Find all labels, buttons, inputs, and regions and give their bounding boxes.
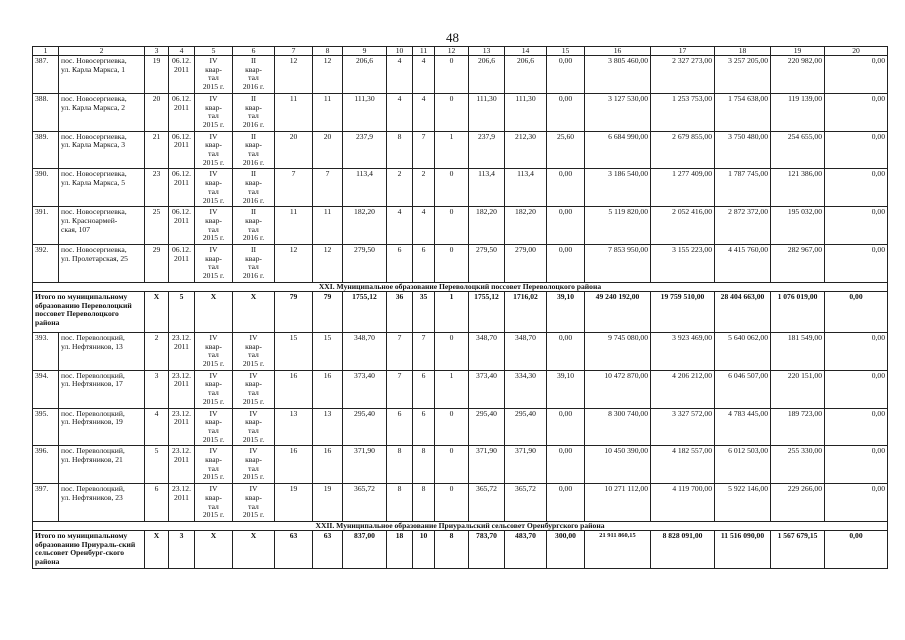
table-cell: 237,9 xyxy=(343,131,387,169)
table-cell: IV квар- тал 2015 г. xyxy=(233,408,275,446)
table-cell: 23.12. 2011 xyxy=(169,332,195,370)
table-cell: 0 xyxy=(435,169,469,207)
table-cell: 6 012 503,00 xyxy=(715,446,771,484)
table-cell: IV квар- тал 2015 г. xyxy=(195,484,233,522)
table-cell: пос. Новосергиевка, ул. Красноармей- ская, 107 xyxy=(59,207,145,245)
table-cell: 0,00 xyxy=(825,484,888,522)
table-cell: 389. xyxy=(33,131,59,169)
subtotal-cell: 483,70 xyxy=(505,530,547,568)
table-cell: 0,00 xyxy=(825,56,888,94)
table-cell: 2 xyxy=(145,332,169,370)
table-cell: 3 750 480,00 xyxy=(715,131,771,169)
table-cell: II квар- тал 2016 г. xyxy=(233,245,275,283)
table-cell: 7 xyxy=(313,169,343,207)
subtotal-cell: X xyxy=(195,530,233,568)
subtotal-cell: 19 759 510,00 xyxy=(651,291,715,332)
table-row xyxy=(33,56,888,94)
table-cell: 365,72 xyxy=(505,484,547,522)
table-cell: 182,20 xyxy=(343,207,387,245)
column-number-cell: 12 xyxy=(435,47,469,56)
table-cell: 39,10 xyxy=(547,370,585,408)
table-cell: 4 182 557,00 xyxy=(651,446,715,484)
table-cell: 20 xyxy=(145,93,169,131)
table-cell: 4 xyxy=(413,207,435,245)
table-cell: 3 327 572,00 xyxy=(651,408,715,446)
table-cell: 220 151,00 xyxy=(771,370,825,408)
table-cell: 348,70 xyxy=(343,332,387,370)
table-cell: 111,30 xyxy=(505,93,547,131)
table-cell: 21 xyxy=(145,131,169,169)
subtotal-row xyxy=(33,530,888,568)
table-cell: 4 783 445,00 xyxy=(715,408,771,446)
table-cell: IV квар- тал 2015 г. xyxy=(195,207,233,245)
table-cell: 2 xyxy=(413,169,435,207)
column-number-cell: 11 xyxy=(413,47,435,56)
table-cell: 111,30 xyxy=(343,93,387,131)
table-cell: 23.12. 2011 xyxy=(169,484,195,522)
table-cell: 113,4 xyxy=(469,169,505,207)
table-cell: 119 139,00 xyxy=(771,93,825,131)
table-cell: 395. xyxy=(33,408,59,446)
table-cell: 0,00 xyxy=(547,484,585,522)
subtotal-cell: X xyxy=(195,291,233,332)
table-cell: 15 xyxy=(275,332,313,370)
table-cell: пос. Переволоцкий, ул. Нефтяников, 23 xyxy=(59,484,145,522)
table-cell: IV квар- тал 2015 г. xyxy=(195,245,233,283)
table-cell: 295,40 xyxy=(469,408,505,446)
table-cell: 1 xyxy=(435,370,469,408)
table-cell: 11 xyxy=(313,207,343,245)
table-cell: 8 xyxy=(413,484,435,522)
table-cell: IV квар- тал 2015 г. xyxy=(195,446,233,484)
subtotal-label: Итого по муниципальному образованию Приураль-ский сельсовет Оренбург-ского района xyxy=(33,530,145,568)
table-cell: 16 xyxy=(275,446,313,484)
table-cell: 397. xyxy=(33,484,59,522)
table-cell: 4 206 212,00 xyxy=(651,370,715,408)
subtotal-cell: 1 xyxy=(435,291,469,332)
table-cell: 23 xyxy=(145,169,169,207)
column-number-cell: 5 xyxy=(195,47,233,56)
table-cell: 0,00 xyxy=(825,169,888,207)
table-cell: 391. xyxy=(33,207,59,245)
table-cell: 0 xyxy=(435,446,469,484)
section-header-row xyxy=(33,282,888,291)
table-cell: 11 xyxy=(275,93,313,131)
column-number-header-row xyxy=(33,47,888,56)
table-cell: 387. xyxy=(33,56,59,94)
table-cell: 6 046 507,00 xyxy=(715,370,771,408)
table-cell: 12 xyxy=(275,245,313,283)
table-cell: 8 xyxy=(387,131,413,169)
table-cell: 6 xyxy=(413,370,435,408)
table-cell: 348,70 xyxy=(469,332,505,370)
table-cell: 5 119 820,00 xyxy=(585,207,651,245)
table-cell: 0,00 xyxy=(547,93,585,131)
table-cell: 279,50 xyxy=(469,245,505,283)
column-number-cell: 4 xyxy=(169,47,195,56)
subtotal-cell: 63 xyxy=(313,530,343,568)
table-cell: IV квар- тал 2015 г. xyxy=(233,484,275,522)
table-cell: 11 xyxy=(313,93,343,131)
table-cell: IV квар- тал 2015 г. xyxy=(195,56,233,94)
table-cell: 182,20 xyxy=(505,207,547,245)
column-number-cell: 13 xyxy=(469,47,505,56)
table-cell: 1 787 745,00 xyxy=(715,169,771,207)
table-cell: 295,40 xyxy=(343,408,387,446)
table-row xyxy=(33,332,888,370)
table-cell: 392. xyxy=(33,245,59,283)
column-number-cell: 3 xyxy=(145,47,169,56)
table-cell: 7 xyxy=(387,332,413,370)
subtotal-cell: 1755,12 xyxy=(469,291,505,332)
table-cell: 255 330,00 xyxy=(771,446,825,484)
table-cell: 7 xyxy=(275,169,313,207)
table-cell: 2 xyxy=(387,169,413,207)
subtotal-cell: 1755,12 xyxy=(343,291,387,332)
column-number-cell: 18 xyxy=(715,47,771,56)
table-row xyxy=(33,408,888,446)
column-number-cell: 16 xyxy=(585,47,651,56)
subtotal-cell: 0,00 xyxy=(825,530,888,568)
table-cell: 13 xyxy=(313,408,343,446)
table-cell: 0 xyxy=(435,484,469,522)
table-cell: II квар- тал 2016 г. xyxy=(233,207,275,245)
table-cell: 19 xyxy=(275,484,313,522)
table-cell: 7 xyxy=(413,131,435,169)
table-cell: 3 xyxy=(145,370,169,408)
table-cell: 20 xyxy=(313,131,343,169)
table-cell: 0,00 xyxy=(825,332,888,370)
table-cell: 29 xyxy=(145,245,169,283)
table-cell: 06.12. 2011 xyxy=(169,56,195,94)
table-cell: 181 549,00 xyxy=(771,332,825,370)
table-cell: 229 266,00 xyxy=(771,484,825,522)
table-cell: 19 xyxy=(145,56,169,94)
table-cell: 06.12. 2011 xyxy=(169,93,195,131)
table-cell: 365,72 xyxy=(343,484,387,522)
table-cell: 8 xyxy=(387,446,413,484)
page-number: 48 xyxy=(446,30,459,45)
housing-program-table xyxy=(32,46,888,569)
subtotal-cell: X xyxy=(145,530,169,568)
table-cell: 2 679 855,00 xyxy=(651,131,715,169)
section-title: XXI. Муниципальное образование Переволоцкий поссовет Переволоцкого района xyxy=(33,282,888,291)
table-cell: 195 032,00 xyxy=(771,207,825,245)
table-cell: 4 xyxy=(387,56,413,94)
table-cell: 06.12. 2011 xyxy=(169,169,195,207)
subtotal-cell: 8 828 091,00 xyxy=(651,530,715,568)
column-number-cell: 14 xyxy=(505,47,547,56)
table-cell: пос. Новосергиевка, ул. Карла Маркса, 1 xyxy=(59,56,145,94)
table-cell: 16 xyxy=(313,446,343,484)
table-cell: 0,00 xyxy=(547,207,585,245)
table-cell: 4 xyxy=(387,207,413,245)
subtotal-cell: 36 xyxy=(387,291,413,332)
table-cell: пос. Переволоцкий, ул. Нефтяников, 13 xyxy=(59,332,145,370)
subtotal-cell: 39,10 xyxy=(547,291,585,332)
table-cell: 0,00 xyxy=(547,408,585,446)
table-cell: 0,00 xyxy=(825,370,888,408)
table-cell: 06.12. 2011 xyxy=(169,131,195,169)
table-cell: 254 655,00 xyxy=(771,131,825,169)
table-cell: 06.12. 2011 xyxy=(169,207,195,245)
table-cell: пос. Переволоцкий, ул. Нефтяников, 19 xyxy=(59,408,145,446)
table-cell: IV квар- тал 2015 г. xyxy=(195,93,233,131)
table-cell: 0,00 xyxy=(825,93,888,131)
table-cell: 373,40 xyxy=(469,370,505,408)
table-cell: 3 257 205,00 xyxy=(715,56,771,94)
table-cell: 8 xyxy=(387,484,413,522)
table-cell: 12 xyxy=(313,245,343,283)
table-cell: 365,72 xyxy=(469,484,505,522)
table-cell: 0,00 xyxy=(547,446,585,484)
column-number-cell: 1 xyxy=(33,47,59,56)
table-cell: 16 xyxy=(313,370,343,408)
table-cell: 0 xyxy=(435,56,469,94)
table-cell: 4 xyxy=(413,56,435,94)
subtotal-cell: X xyxy=(233,530,275,568)
table-cell: 4 xyxy=(145,408,169,446)
subtotal-cell: X xyxy=(233,291,275,332)
table-cell: 206,6 xyxy=(469,56,505,94)
table-cell: 0,00 xyxy=(825,408,888,446)
table-cell: 1 xyxy=(435,131,469,169)
table-cell: 373,40 xyxy=(343,370,387,408)
table-cell: 206,6 xyxy=(343,56,387,94)
table-cell: 6 684 990,00 xyxy=(585,131,651,169)
table-cell: 7 xyxy=(413,332,435,370)
table-cell: пос. Новосергиевка, ул. Карла Маркса, 5 xyxy=(59,169,145,207)
table-cell: II квар- тал 2016 г. xyxy=(233,56,275,94)
table-cell: 282 967,00 xyxy=(771,245,825,283)
column-number-cell: 9 xyxy=(343,47,387,56)
subtotal-cell: 1 567 679,15 xyxy=(771,530,825,568)
table-cell: 5 xyxy=(145,446,169,484)
table-cell: 348,70 xyxy=(505,332,547,370)
table-cell: 6 xyxy=(145,484,169,522)
subtotal-cell: 11 516 090,00 xyxy=(715,530,771,568)
subtotal-cell: 79 xyxy=(313,291,343,332)
table-cell: 06.12. 2011 xyxy=(169,245,195,283)
table-cell: 279,50 xyxy=(343,245,387,283)
table-cell: 2 327 273,00 xyxy=(651,56,715,94)
table-cell: 16 xyxy=(275,370,313,408)
table-cell: 206,6 xyxy=(505,56,547,94)
table-cell: IV квар- тал 2015 г. xyxy=(233,370,275,408)
column-number-cell: 20 xyxy=(825,47,888,56)
column-number-cell: 7 xyxy=(275,47,313,56)
table-cell: 1 754 638,00 xyxy=(715,93,771,131)
table-cell: 4 xyxy=(387,93,413,131)
table-cell: 2 872 372,00 xyxy=(715,207,771,245)
subtotal-cell: 35 xyxy=(413,291,435,332)
column-number-cell: 10 xyxy=(387,47,413,56)
table-cell: 0 xyxy=(435,408,469,446)
table-cell: 121 386,00 xyxy=(771,169,825,207)
table-cell: 9 745 080,00 xyxy=(585,332,651,370)
table-cell: 10 450 390,00 xyxy=(585,446,651,484)
table-cell: 4 xyxy=(413,93,435,131)
table-cell: 1 253 753,00 xyxy=(651,93,715,131)
table-cell: 371,90 xyxy=(343,446,387,484)
table-cell: 23.12. 2011 xyxy=(169,408,195,446)
subtotal-cell: 300,00 xyxy=(547,530,585,568)
table-cell: 5 640 062,00 xyxy=(715,332,771,370)
table-cell: 13 xyxy=(275,408,313,446)
table-cell: 8 300 740,00 xyxy=(585,408,651,446)
subtotal-row xyxy=(33,291,888,332)
table-cell: 15 xyxy=(313,332,343,370)
table-cell: 11 xyxy=(275,207,313,245)
table-cell: 1 277 409,00 xyxy=(651,169,715,207)
subtotal-cell: 79 xyxy=(275,291,313,332)
table-row xyxy=(33,245,888,283)
table-cell: II квар- тал 2016 г. xyxy=(233,93,275,131)
table-cell: 3 186 540,00 xyxy=(585,169,651,207)
table-cell: 6 xyxy=(413,408,435,446)
subtotal-cell: 1716,02 xyxy=(505,291,547,332)
table-row xyxy=(33,207,888,245)
table-cell: 0,00 xyxy=(825,131,888,169)
table-cell: 6 xyxy=(387,245,413,283)
table-cell: 237,9 xyxy=(469,131,505,169)
table-cell: 0,00 xyxy=(825,446,888,484)
table-cell: 396. xyxy=(33,446,59,484)
table-cell: 0 xyxy=(435,245,469,283)
table-cell: 371,90 xyxy=(505,446,547,484)
table-cell: 23.12. 2011 xyxy=(169,446,195,484)
table-row xyxy=(33,446,888,484)
table-cell: 6 xyxy=(387,408,413,446)
table-cell: 0,00 xyxy=(547,56,585,94)
table-row xyxy=(33,93,888,131)
table-cell: IV квар- тал 2015 г. xyxy=(233,332,275,370)
table-cell: 0 xyxy=(435,332,469,370)
table-cell: 5 922 146,00 xyxy=(715,484,771,522)
table-cell: 3 923 469,00 xyxy=(651,332,715,370)
table-cell: 8 xyxy=(413,446,435,484)
table-cell: 2 052 416,00 xyxy=(651,207,715,245)
table-cell: 182,20 xyxy=(469,207,505,245)
table-cell: пос. Переволоцкий, ул. Нефтяников, 17 xyxy=(59,370,145,408)
table-cell: II квар- тал 2016 г. xyxy=(233,169,275,207)
subtotal-cell: 5 xyxy=(169,291,195,332)
subtotal-cell: 0,00 xyxy=(825,291,888,332)
table-cell: 220 982,00 xyxy=(771,56,825,94)
subtotal-cell: X xyxy=(145,291,169,332)
subtotal-cell: 837,00 xyxy=(343,530,387,568)
table-cell: пос. Новосергиевка, ул. Пролетарская, 25 xyxy=(59,245,145,283)
table-row xyxy=(33,370,888,408)
table-cell: 113,4 xyxy=(343,169,387,207)
table-cell: 0,00 xyxy=(547,245,585,283)
table-cell: 390. xyxy=(33,169,59,207)
table-cell: IV квар- тал 2015 г. xyxy=(195,332,233,370)
table-cell: 19 xyxy=(313,484,343,522)
section-header-row xyxy=(33,521,888,530)
table-cell: 0,00 xyxy=(547,169,585,207)
table-cell: 3 155 223,00 xyxy=(651,245,715,283)
column-number-cell: 15 xyxy=(547,47,585,56)
column-number-cell: 8 xyxy=(313,47,343,56)
subtotal-cell: 18 xyxy=(387,530,413,568)
table-row xyxy=(33,484,888,522)
table-cell: 334,30 xyxy=(505,370,547,408)
table-cell: 12 xyxy=(313,56,343,94)
subtotal-cell: 3 xyxy=(169,530,195,568)
table-cell: 0,00 xyxy=(825,207,888,245)
table-cell: 393. xyxy=(33,332,59,370)
section-title: XXII. Муниципальное образование Приуральский сельсовет Оренбургского района xyxy=(33,521,888,530)
table-cell: 3 805 460,00 xyxy=(585,56,651,94)
table-cell: 371,90 xyxy=(469,446,505,484)
table-cell: 111,30 xyxy=(469,93,505,131)
subtotal-cell: 783,70 xyxy=(469,530,505,568)
table-cell: 6 xyxy=(413,245,435,283)
table-cell: IV квар- тал 2015 г. xyxy=(195,370,233,408)
subtotal-cell: 49 240 192,00 xyxy=(585,291,651,332)
table-cell: 7 853 950,00 xyxy=(585,245,651,283)
table-cell: 7 xyxy=(387,370,413,408)
table-row xyxy=(33,131,888,169)
table-cell: пос. Новосергиевка, ул. Карла Маркса, 2 xyxy=(59,93,145,131)
subtotal-cell: 63 xyxy=(275,530,313,568)
table-cell: 0,00 xyxy=(547,332,585,370)
column-number-cell: 19 xyxy=(771,47,825,56)
subtotal-cell: 1 076 019,00 xyxy=(771,291,825,332)
table-cell: 25 xyxy=(145,207,169,245)
table-cell: IV квар- тал 2015 г. xyxy=(195,131,233,169)
table-cell: IV квар- тал 2015 г. xyxy=(195,169,233,207)
table-cell: 189 723,00 xyxy=(771,408,825,446)
table-cell: пос. Новосергиевка, ул. Карла Маркса, 3 xyxy=(59,131,145,169)
table-cell: II квар- тал 2016 г. xyxy=(233,131,275,169)
table-cell: 0 xyxy=(435,93,469,131)
table-cell: 0,00 xyxy=(825,245,888,283)
table-cell: 388. xyxy=(33,93,59,131)
table-cell: 394. xyxy=(33,370,59,408)
table-cell: пос. Переволоцкий, ул. Нефтяников, 21 xyxy=(59,446,145,484)
subtotal-cell: 10 xyxy=(413,530,435,568)
table-cell: 10 271 112,00 xyxy=(585,484,651,522)
table-cell: IV квар- тал 2015 г. xyxy=(195,408,233,446)
table-cell: 212,30 xyxy=(505,131,547,169)
subtotal-cell: 8 xyxy=(435,530,469,568)
table-row xyxy=(33,169,888,207)
table-cell: 10 472 870,00 xyxy=(585,370,651,408)
table-cell: 113,4 xyxy=(505,169,547,207)
subtotal-cell: 28 404 663,00 xyxy=(715,291,771,332)
table-cell: 295,40 xyxy=(505,408,547,446)
table-cell: IV квар- тал 2015 г. xyxy=(233,446,275,484)
table-cell: 4 415 760,00 xyxy=(715,245,771,283)
table-cell: 25,60 xyxy=(547,131,585,169)
subtotal-label: Итого по муниципальному образованию Переволоцкий поссовет Переволоцкого района xyxy=(33,291,145,332)
table-cell: 20 xyxy=(275,131,313,169)
column-number-cell: 6 xyxy=(233,47,275,56)
column-number-cell: 17 xyxy=(651,47,715,56)
table-cell: 279,00 xyxy=(505,245,547,283)
column-number-cell: 2 xyxy=(59,47,145,56)
table-cell: 4 119 700,00 xyxy=(651,484,715,522)
table-cell: 12 xyxy=(275,56,313,94)
table-cell: 23.12. 2011 xyxy=(169,370,195,408)
subtotal-cell: 21 911 860,15 xyxy=(585,530,651,568)
table-cell: 3 127 530,00 xyxy=(585,93,651,131)
table-cell: 0 xyxy=(435,207,469,245)
